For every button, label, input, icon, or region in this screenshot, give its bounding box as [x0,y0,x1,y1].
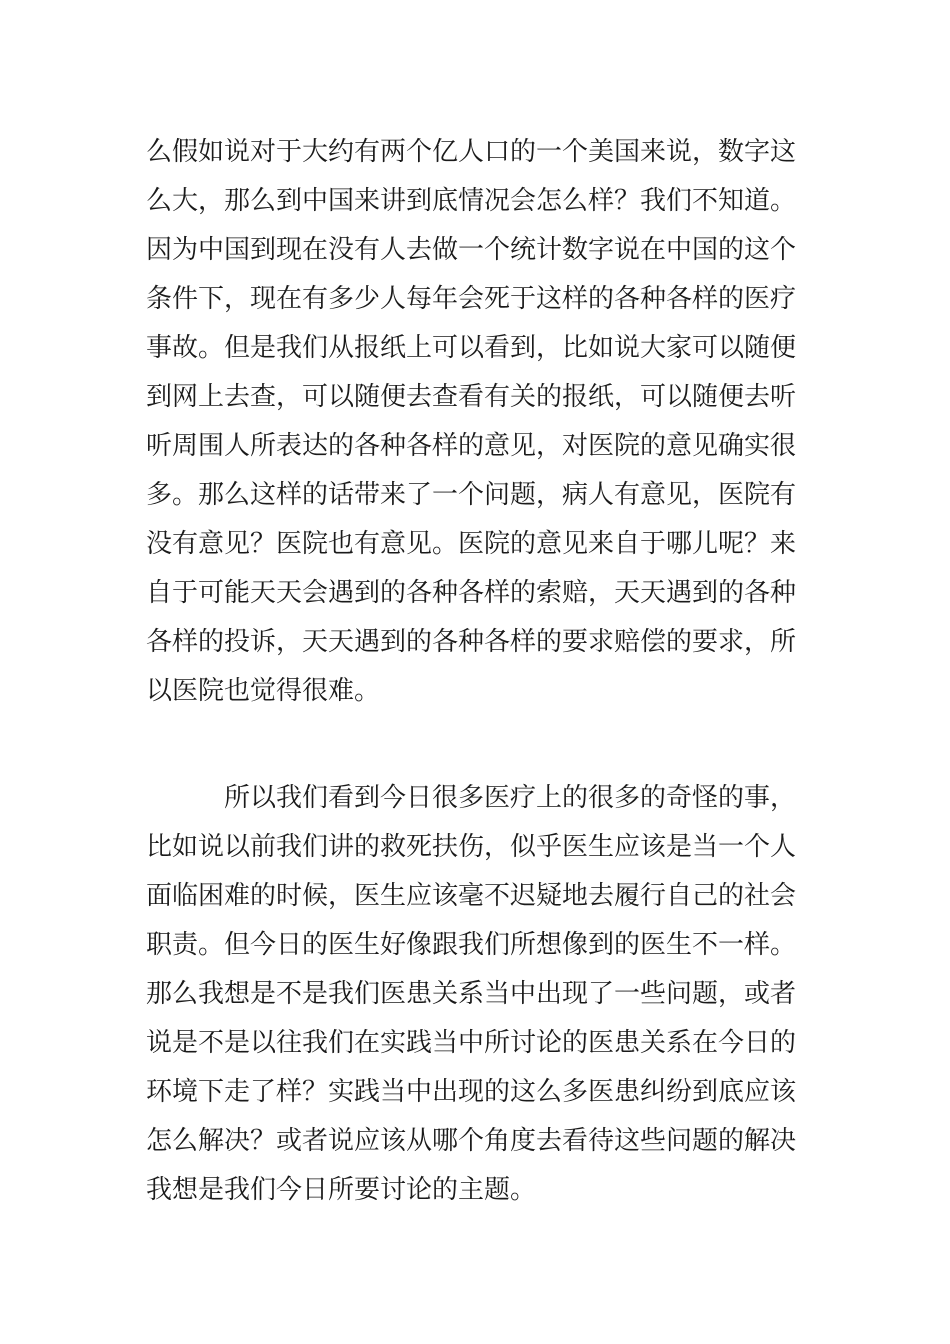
paragraph-2 [146,774,806,1215]
paragraph-line: 以医院也觉得很难。 [146,676,381,706]
paragraph-line: 各样的投诉，天天遇到的各种各样的要求赔偿的要求，所 [146,627,797,657]
paragraph-line: 职责。但今日的医生好像跟我们所想像到的医生不一样。 [146,930,797,960]
paragraph-1 [146,128,806,716]
paragraph-line: 听周围人所表达的各种各样的意见，对医院的意见确实很 [146,431,797,461]
paragraph-line: 自于可能天天会遇到的各种各样的索赔，天天遇到的各种 [146,578,797,608]
paragraph-line: 条件下，现在有多少人每年会死于这样的各种各样的医疗 [146,284,797,314]
paragraph-line: 么大，那么到中国来讲到底情况会怎么样？我们不知道。 [146,186,797,216]
paragraph-line: 多。那么这样的话带来了一个问题，病人有意见，医院有 [146,480,797,510]
paragraph-line: 我想是我们今日所要讨论的主题。 [146,1175,537,1205]
paragraph-line: 没有意见？医院也有意见。医院的意见来自于哪儿呢？来 [146,529,797,559]
paragraph-line: 面临困难的时候，医生应该毫不迟疑地去履行自己的社会 [146,881,797,911]
paragraph-line: 么假如说对于大约有两个亿人口的一个美国来说，数字这 [146,137,797,167]
paragraph-line: 到网上去查，可以随便去查看有关的报纸，可以随便去听 [146,382,797,412]
paragraph-line: 事故。但是我们从报纸上可以看到，比如说大家可以随便 [146,333,797,363]
paragraph-line: 环境下走了样？实践当中出现的这么多医患纠纷到底应该 [146,1077,797,1107]
paragraph-line: 比如说以前我们讲的救死扶伤，似乎医生应该是当一个人 [146,832,797,862]
paragraph-line: 那么我想是不是我们医患关系当中出现了一些问题，或者 [146,979,797,1009]
paragraph-line: 说是不是以往我们在实践当中所讨论的医患关系在今日的 [146,1028,797,1058]
paragraph-line: 所以我们看到今日很多医疗上的很多的奇怪的事， [224,783,797,813]
paragraph-line: 因为中国到现在没有人去做一个统计数字说在中国的这个 [146,235,797,265]
paragraph-line: 怎么解决？或者说应该从哪个角度去看待这些问题的解决 [146,1126,797,1156]
